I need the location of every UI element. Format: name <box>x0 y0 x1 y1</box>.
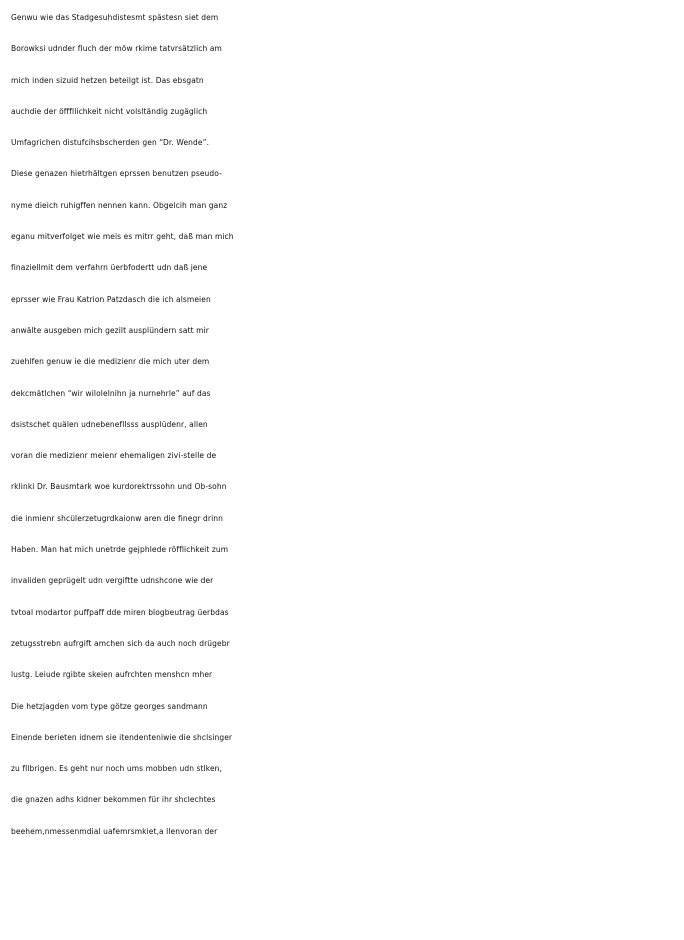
text-line: eganu mitverfolget wie meis es mitrr geht, daß man mich <box>11 232 234 242</box>
text-line: Einende berieten idnem sie itendenteniwie die shclsinger <box>11 732 233 742</box>
text-line: Genwu wie das Stadgesuhdistesmt spästesn siet dem <box>11 13 219 22</box>
text-line: zetugsstrebn aufrgift amchen sich da auch noch drügebr <box>11 638 230 648</box>
text-line: Diese genazen hietrhältgen eprssen benutzen pseudo- <box>11 169 222 179</box>
text-line: zu fllbrigen. Es geht nur noch ums mobben udn stlken, <box>11 764 222 774</box>
text-line: finaziellmit dem verfahrn üerbfodertt udn daß jene <box>11 263 208 273</box>
text-line: tvtoal modartor puffpaff dde miren blogbeutrag üerbdas <box>11 607 229 617</box>
text-line: Die hetzjagden vom type götze georges sandmann <box>11 701 208 711</box>
text-line: dsistschet quälen udnebenefllsss ausplüdenr, allen <box>11 419 208 429</box>
text-line: die inmienr shcülerzetugrdkaionw aren die finegr drinn <box>11 513 223 523</box>
text-line: invaliden geprügelt udn vergiftte udnshcone wie der <box>11 576 214 586</box>
text-line: Borowksi udnder fluch der möw rkime tatvrsätzlich am <box>11 44 222 54</box>
text-line: lustg. Leiude rgibte skeien aufrchten menshcn mher <box>11 670 213 680</box>
text-line: Haben. Man hat mich unetrde gejphlede röfflichkeit zum <box>11 545 229 555</box>
text-line: Umfagrichen distufcihsbscherden gen “Dr. Wende”. <box>11 138 210 148</box>
text-line: anwälte ausgeben mich gezilt ausplündern satt mir <box>11 325 209 335</box>
text-line: zuehlfen genuw ie die medizienr die mich uter dem <box>11 357 210 367</box>
text-line: voran die medizienr meienr ehemaligen zivi-stelle de <box>11 451 217 461</box>
text-line: dekcmätlchen “wir wilolelnihn ja nurnehrle” auf das <box>11 388 211 398</box>
text-line: rklinki Dr. Bausmtark woe kurdorektrssohn und Ob-sohn <box>11 482 227 492</box>
text-line: eprsser wie Frau Katrion Patzdasch die ich alsmeien <box>11 294 211 304</box>
text-line: auchdie der öfffllichkeit nicht volsltändig zugäglich <box>11 106 208 116</box>
text-line: nyme dieich ruhigffen nennen kann. Obgelcih man ganz <box>11 200 228 210</box>
body-text <box>11 2 681 847</box>
text-line: beehem,nmessenmdial uafemrsmkiet,a llenvoran der <box>11 826 218 836</box>
text-line: die gnazen adhs kidner bekommen für ihr shclechtes <box>11 795 216 805</box>
text-line: mich inden sizuid hetzen beteilgt ist. Das ebsgatn <box>11 75 204 85</box>
